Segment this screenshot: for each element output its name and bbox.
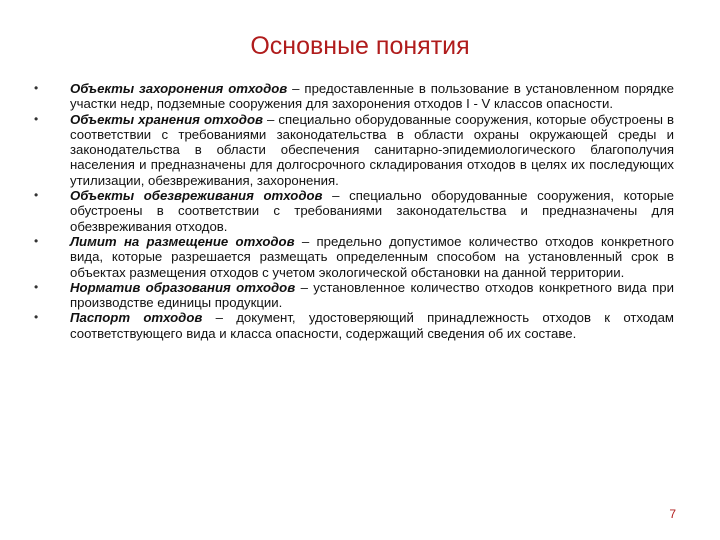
definition-text: – предельно допустимое количество отходов конкретного вида, которые разрешается размещать определенным способом на установленный срок в объектах размещения отходов с учетом экологической обстановки на данной территории. <box>70 233 675 280</box>
definition-text: – установленное количество отходов конкретного вида при производстве единицы продукции. <box>70 279 674 311</box>
definition-term: Лимит на размещение отходов <box>70 233 295 249</box>
definition-text: – документ, удостоверяющий принадлежность отходов к отходам соответствующего вида и класса опасности, содержащий сведения об их составе. <box>70 310 674 341</box>
definition-term: Объекты обезвреживания отходов <box>70 188 323 204</box>
definition-term: Норматив образования отходов <box>70 279 296 295</box>
definitions-list <box>34 81 674 341</box>
definition-text: – специально оборудованные сооружения, которые обустроены в соответствии с требованиями законодательства и предназначены для обезвреживания отходов. <box>70 188 674 234</box>
list-item <box>34 188 674 234</box>
list-item <box>34 310 674 341</box>
list-item <box>34 112 674 188</box>
bullet-icon: • <box>34 111 39 126</box>
list-item <box>34 81 674 112</box>
definition-text: – предоставленные в пользование в установленном порядке участки недр, подземные сооружения для захоронения отходов I - V классов опасности. <box>70 81 675 112</box>
bullet-icon: • <box>34 310 39 325</box>
bullet-icon: • <box>34 279 39 294</box>
definition-term: Объекты хранения отходов <box>70 111 263 127</box>
definition-term: Объекты захоронения отходов <box>70 81 288 96</box>
bullet-icon: • <box>34 233 39 248</box>
definition-term: Паспорт отходов <box>70 310 203 326</box>
page-number: 7 <box>669 507 676 521</box>
definition-text: – специально оборудованные сооружения, которые обустроены в соответствии с требованиями законодательства в области охраны окружающей среды и законодательства в области обеспечения санитарно-эпидемиологического благополучия населения и предназначены для долгосрочного складирования отходов в целях их последующих утилизации, обезвреживания, захоронения. <box>70 111 674 188</box>
list-item <box>34 280 674 311</box>
bullet-icon: • <box>34 188 39 203</box>
slide-title: Основные понятия <box>250 32 470 60</box>
list-item <box>34 234 674 280</box>
bullet-icon: • <box>34 81 39 95</box>
